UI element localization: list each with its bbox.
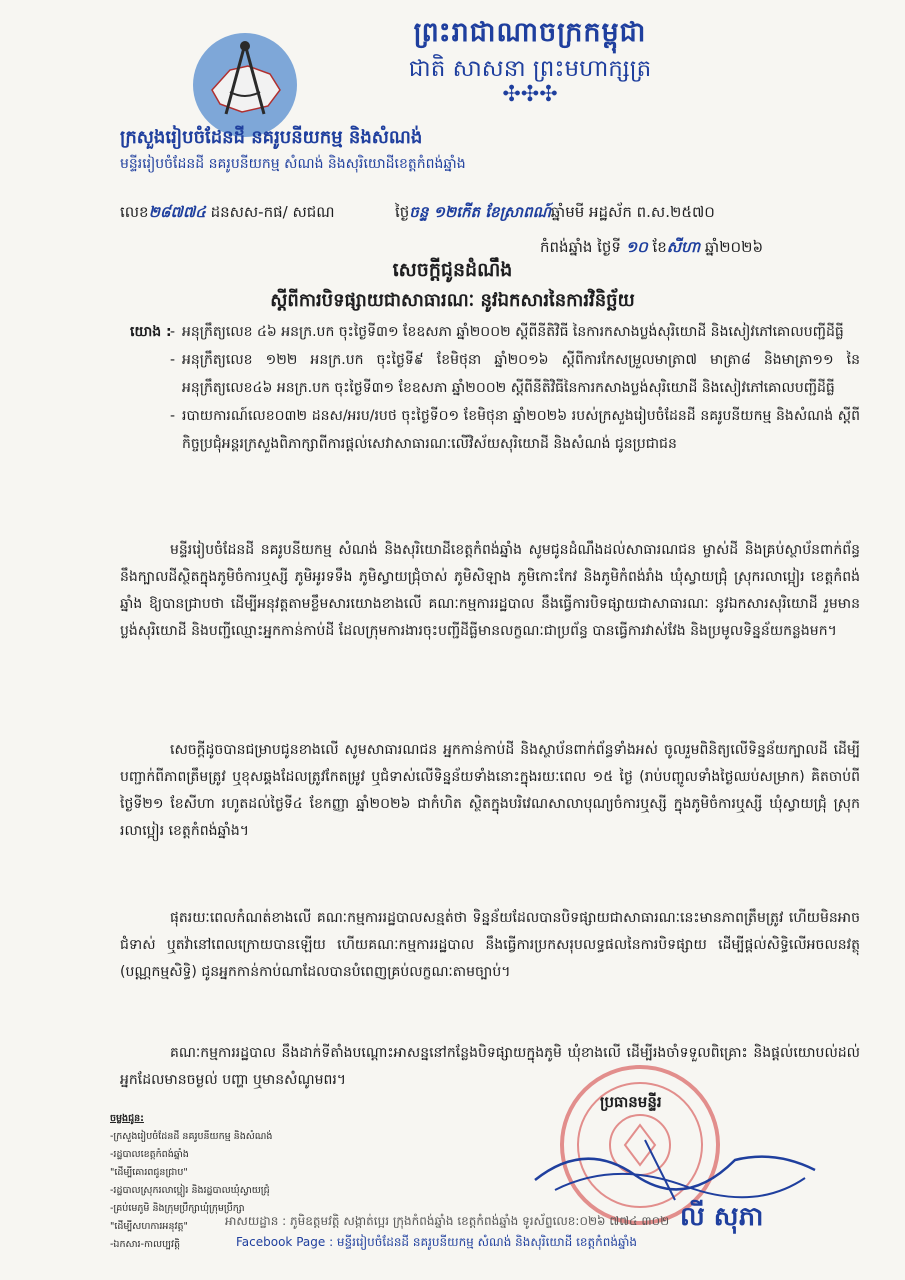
cc-item: -គ្រប់មេភូមិ និងក្រុមប្រឹក្សាឃុំក្រុមប្រឹក្សា [110,1203,245,1214]
reference-item: - អនុក្រឹត្យលេខ ១២២ អនក្រ.បក ចុះថ្ងៃទី៩ ខែមិថុនា ឆ្នាំ២០១៦ ស្តីពីការកែសម្រួលមាត្រា៧ មាត្រា៨ និងមាត្រា១១ នៃអនុក្រឹត្យលេខ៤៦ អនក្រ.បក ចុះថ្ងៃទី៣១ ខែឧសភា ឆ្នាំ២០០២ ស្តីពីនីតិវិធីនៃការកសាងប្លង់សុរិយោដី និងសៀវភៅគោលបញ្ជីដីធ្លី [170,346,860,402]
motto-divider: ✣✣✣ [502,82,558,107]
body-paragraph-1: មន្ទីររៀបចំដែនដី នគរូបនីយកម្ម សំណង់ និងសុរិយោដីខេត្តកំពង់ឆ្នាំង សូមជូនដំណឹងដល់សាធារណជន ម្ចាស់ដី និងគ្រប់ស្ថាប័នពាក់ព័ន្ធនឹងក្បាលដីស្ថិតក្នុងភូមិចំការឬស្សី ភូមិអូរទទឹង ភូមិស្វាយជ្រុំចាស់ ភូមិសិឡាង ភូមិកោះកែវ និងភូមិកំពង់រាំង ឃុំស្វាយជ្រុំ ស្រុករលាប្អៀរ ខេត្តកំពង់ឆ្នាំង ឱ្យបានជ្រាបថា ដើម្បីអនុវត្តតាមខ្លឹមសារយោងខាងលើ គណៈកម្មការរដ្ឋបាល នឹងធ្វើការបិទផ្សាយជាសាធារណៈ នូវឯកសារសុរិយោដី រួមមានប្លង់សុរិយោដី និងបញ្ជីឈ្មោះអ្នកកាន់កាប់ដី ដែលក្រុមការងារចុះបញ្ជីដីធ្លីមានលក្ខណៈជាប្រព័ន្ធ បានធ្វើការវាស់វែង និងប្រមូលទិន្នន័យកន្លងមក។ [120,542,860,639]
reference-item: - អនុក្រឹត្យលេខ ៤៦ អនក្រ.បក ចុះថ្ងៃទី៣១ ខែឧសភា ឆ្នាំ២០០២ ស្តីពីនីតិវិធី នៃការកសាងប្លង់សុរិយោដី និងសៀវភៅគោលបញ្ជីដីធ្លី [170,318,860,346]
footer-facebook: Facebook Page : មន្ទីររៀបចំដែនដី នគរូបនីយកម្ម សំណង់ និងសុរិយោដី ខេត្តកំពង់ឆ្នាំង [236,1235,638,1249]
reference-handwritten: ២៨៧៧៤ [148,203,206,221]
reference-number: លេខ២៨៧៧៤ ដនសស-កផ/ សជណ [120,203,335,221]
cc-item: "ដើម្បីគោរពជូនជ្រាប" [110,1167,188,1178]
references-label: យោង : [130,324,172,340]
document-subtitle: ស្តីពីការបិទផ្សាយជាសាធារណៈ នូវឯកសារនៃការវិនិច្ឆ័យ [270,290,635,311]
kingdom-name: ព្រះរាជាណាចក្រកម្ពុជា [413,17,647,48]
lunar-date-handwritten: ចន្ទ ១២កើត ខែស្រាពណ៍ [409,203,551,221]
cc-title: ចម្លងជូន: [110,1113,144,1124]
cc-item: -រដ្ឋបាលខេត្តកំពង់ឆ្នាំង [110,1149,189,1160]
place-and-date: កំពង់ឆ្នាំង ថ្ងៃទី ១០ ខែសីហា ឆ្នាំ២០២៦ [540,238,764,256]
reference-item: - របាយការណ៍លេខ០៣២ ដនស/អរប/របថ ចុះថ្ងៃទី០១ ខែមិថុនា ឆ្នាំ២០២៦ របស់ក្រសួងរៀបចំដែនដី នគរូបនីយកម្ម និងសំណង់ ស្តីពីកិច្ចប្រជុំអន្តរក្រសួងពិភាក្សាពីការផ្តល់សេវាសាធារណៈលើវិស័យសុរិយោដី និងសំណង់ ជូនប្រជាជន [170,402,860,458]
cc-item: "ដើម្បីសហការអនុវត្ត" [110,1221,188,1232]
ministry-header [120,124,540,176]
cc-item: -ក្រសួងរៀបចំដែនដី នគរូបនីយកម្ម និងសំណង់ [110,1131,273,1142]
footer-address: អាសយដ្ឋាន : ភូមិឧត្តមវត្តិ សង្កាត់ប្អេរ ក្រុងកំពង់ឆ្នាំង ខេត្តកំពង់ឆ្នាំង ទូរស័ព្ទលេខ:០២៦ ៧៧៤ ៣០២ [225,1214,670,1228]
body-paragraph-2: សេចក្តីដូចបានជម្រាបជូនខាងលើ សូមសាធារណជន អ្នកកាន់កាប់ដី និងស្ថាប័នពាក់ព័ន្ធទាំងអស់ ចូលរួមពិនិត្យលើទិន្នន័យក្បាលដី ដើម្បីបញ្ជាក់ពីភាពត្រឹមត្រូវ ឬខុសឆ្គងដែលត្រូវកែតម្រូវ ឬជំទាស់លើទិន្នន័យទាំងនោះក្នុងរយៈពេល ១៥ ថ្ងៃ (រាប់បញ្ចូលទាំងថ្ងៃឈប់សម្រាក) គិតចាប់ពីថ្ងៃទី២១ ខែសីហា រហូតដល់ថ្ងៃទី៤ ខែកញ្ញា ឆ្នាំ២០២៦ ជាកំហិត ស្ថិតក្នុងបរិវេណសាលាបុណ្យចំការឬស្សី ក្នុងភូមិចំការឬស្សី ឃុំស្វាយជ្រុំ ស្រុករលាប្អៀរ ខេត្តកំពង់ឆ្នាំង។ [120,742,860,839]
references-list [120,318,860,458]
kingdom-header [300,14,760,107]
signatory-title: ប្រធានមន្ទីរ [600,1093,662,1111]
national-motto: ជាតិ សាសនា ព្រះមហាក្សត្រ [408,56,652,82]
signatory-name: លី សុភា [680,1202,764,1232]
document-title: សេចក្តីជូនដំណឹង [392,259,513,281]
department-name: មន្ទីររៀបចំដែនដី នគរូបនីយកម្ម សំណង់ និងសុរិយោដីខេត្តកំពង់ឆ្នាំង [120,156,466,172]
handwritten-signature [525,1120,825,1210]
body-paragraph-4: គណៈកម្មការរដ្ឋបាល នឹងដាក់ទីតាំងបណ្តោះអាសន្ននៅកន្លែងបិទផ្សាយក្នុងភូមិ ឃុំខាងលើ ដើម្បីរងចាំទទួលពិគ្រោះ និងផ្តល់យោបល់ដល់អ្នកដែលមានចម្ងល់ បញ្ហា ឬមានសំណូមពរ។ [120,1045,860,1088]
cc-item: -រដ្ឋបាលស្រុករលាប្អៀរ និងរដ្ឋបាលឃុំស្វាយជ្រុំ [110,1185,270,1196]
cc-item: -ឯកសារ-កាលប្បវត្តិ [110,1239,180,1250]
body-paragraph-3: ផុតរយៈពេលកំណត់ខាងលើ គណៈកម្មការរដ្ឋបាលសន្មត់ថា ទិន្នន័យដែលបានបិទផ្សាយជាសាធារណៈនេះមានភាពត្រឹមត្រូវ ហើយមិនអាចជំទាស់ ឬតវ៉ានៅពេលក្រោយបានឡើយ ហើយគណៈកម្មការរដ្ឋបាល នឹងធ្វើការប្រកសរុបលទ្ធផលនៃការបិទផ្សាយ ដើម្បីផ្តល់សិទ្ធិលើអចលនវត្ថុ (បណ្ណកម្មសិទ្ធិ) ជូនអ្នកកាន់កាប់ណាដែលបានបំពេញគ្រប់លក្ខណៈតាមច្បាប់។ [120,910,860,980]
lunar-date: ថ្ងៃចន្ទ ១២កើត ខែស្រាពណ៍ឆ្នាំមមី អដ្ឋស័ក ព.ស.២៥៧០ [395,203,715,221]
references-section [120,318,860,458]
ministry-name: ក្រសួងរៀបចំដែនដី នគរូបនីយកម្ម និងសំណង់ [120,127,423,148]
